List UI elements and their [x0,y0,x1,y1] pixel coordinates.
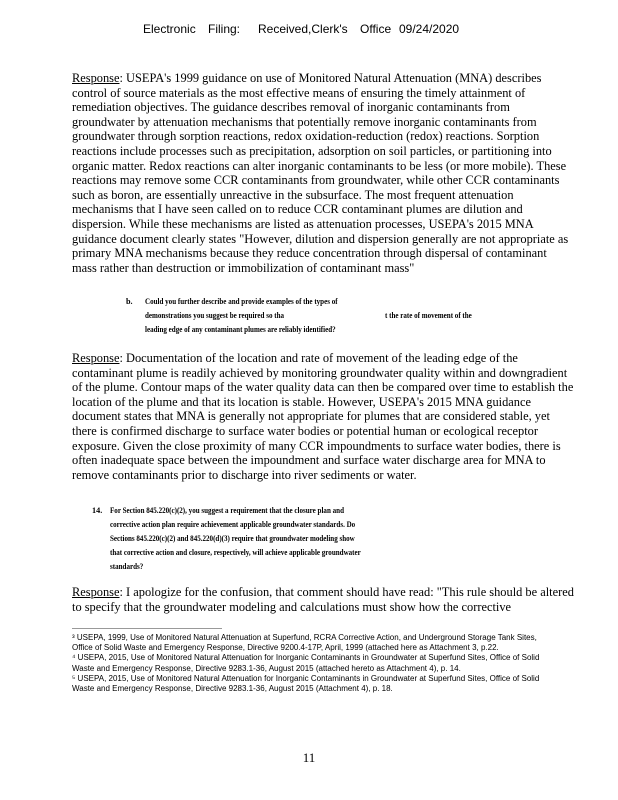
response-text: : USEPA's 1999 guidance on use of Monitored Natural Attenuation (MNA) describes control of source materials as the most effective means of ensuring the timely attainment of remediation objectives. The guidance describes removal of inorganic contaminants from groundwater by attenuation mechanisms that potentially remove inorganic contaminants from groundwater through sorption reactions, redox oxidation-reduction (redox) reactions. Sorption reactions include processes such as precipitation, adsorption on soil particles, or partitioning into organic matter. Redox reactions can alter inorganic contaminants to be less (or more mobile). These reactions may remove some CCR contaminants from groundwater, while other CCR contaminants such as boron, are essentially unreactive in the subsurface. The most frequent attenuation mechanisms that I have seen called on to reduce CCR contaminant plumes are dilution and dispersion. While these mechanisms are listed as attenuation processes, USEPA's 2015 MNA guidance document clearly states "However, dilution and dispersion generally are not appropriate as primary MNA mechanisms because they reduce concentration through dispersal of contaminant mass rather than destruction or immobilization of contaminant mass" [72,71,569,275]
response-text: : I apologize for the confusion, that comment should have read: "This rule should be altered to specify that the groundwater modeling and calculations must show how the corrective [72,585,574,614]
response-paragraph-3 [72,585,574,614]
question-number: 14. [92,506,103,515]
response-label: Response [72,351,120,365]
response-paragraph-1 [72,71,574,275]
header-word-office: Office [360,22,392,36]
page-number: 11 [302,750,316,765]
header-word-received: Received,Clerk's [258,22,348,36]
header-word-filing: Filing: [208,22,241,36]
response-text: : Documentation of the location and rate of movement of the leading edge of the contaminant plume is readily achieved by monitoring groundwater quality within and downgradient of the plume. Contour maps of the water quality data can then be compared over time to establish the location of the plume and that its location is stable. However, USEPA's 2015 MNA guidance document states that MNA is generally not appropriate for plumes that are considered stable, yet there is confirmed discharge to surface water bodies or potential human or ecological receptor exposure. Given the close proximity of many CCR impoundments to surface water bodies, there is often inadequate space between the impoundment and surface water discharge area for MNA to remove contaminants prior to discharge into river sediments or water. [72,351,574,482]
response-paragraph-2 [72,351,574,482]
question-line: leading edge of any contaminant plumes are reliably identified? [145,325,336,334]
header-date: 09/24/2020 [399,22,460,36]
question-line: t the rate of movement of the [385,311,472,320]
footnote-divider [72,628,222,629]
question-line: For Section 845.220(c)(2), you suggest a requirement that the closure plan and [110,506,344,515]
response-label: Response [72,585,120,599]
footnotes [72,633,552,694]
question-line: that corrective action and closure, respectively, will achieve applicable groundwater [110,548,361,557]
question-line: Sections 845.220(c)(2) and 845.220(d)(3) require that groundwater modeling show [110,534,355,543]
response-label: Response [72,71,120,85]
footnote: ⁴ USEPA, 2015, Use of Monitored Natural Attenuation for Inorganic Contaminants in Groundwater at Superfund Sites, Office of Solid Waste and Emergency Response, Directive 9283.1-36, August 2015 (attached hereto as Attachment 4), p. 14. [72,653,540,673]
footnote: ³ USEPA, 1999, Use of Monitored Natural Attenuation at Superfund, RCRA Corrective Action, and Underground Storage Tank Sites, Office of Solid Waste and Emergency Response, Directive 9200.4-17P, April, 1999 (attached here as Attachment 3, p.22. [72,633,537,653]
question-line: demonstrations you suggest be required so tha [145,311,285,320]
question-line: Could you further describe and provide examples of the types of [145,297,338,306]
footnote: ⁵ USEPA, 2015, Use of Monitored Natural Attenuation for Inorganic Contaminants in Groundwater at Superfund Sites, Office of Solid Waste and Emergency Response, Directive 9283.1-36, August 2015 (Attachment 4), p. 18. [72,673,540,694]
question-line: corrective action plan require achievement applicable groundwater standards. Do [110,520,356,529]
question-line: standards? [110,562,144,571]
question-letter: b. [126,297,133,306]
header-word-electronic: Electronic [143,22,196,36]
